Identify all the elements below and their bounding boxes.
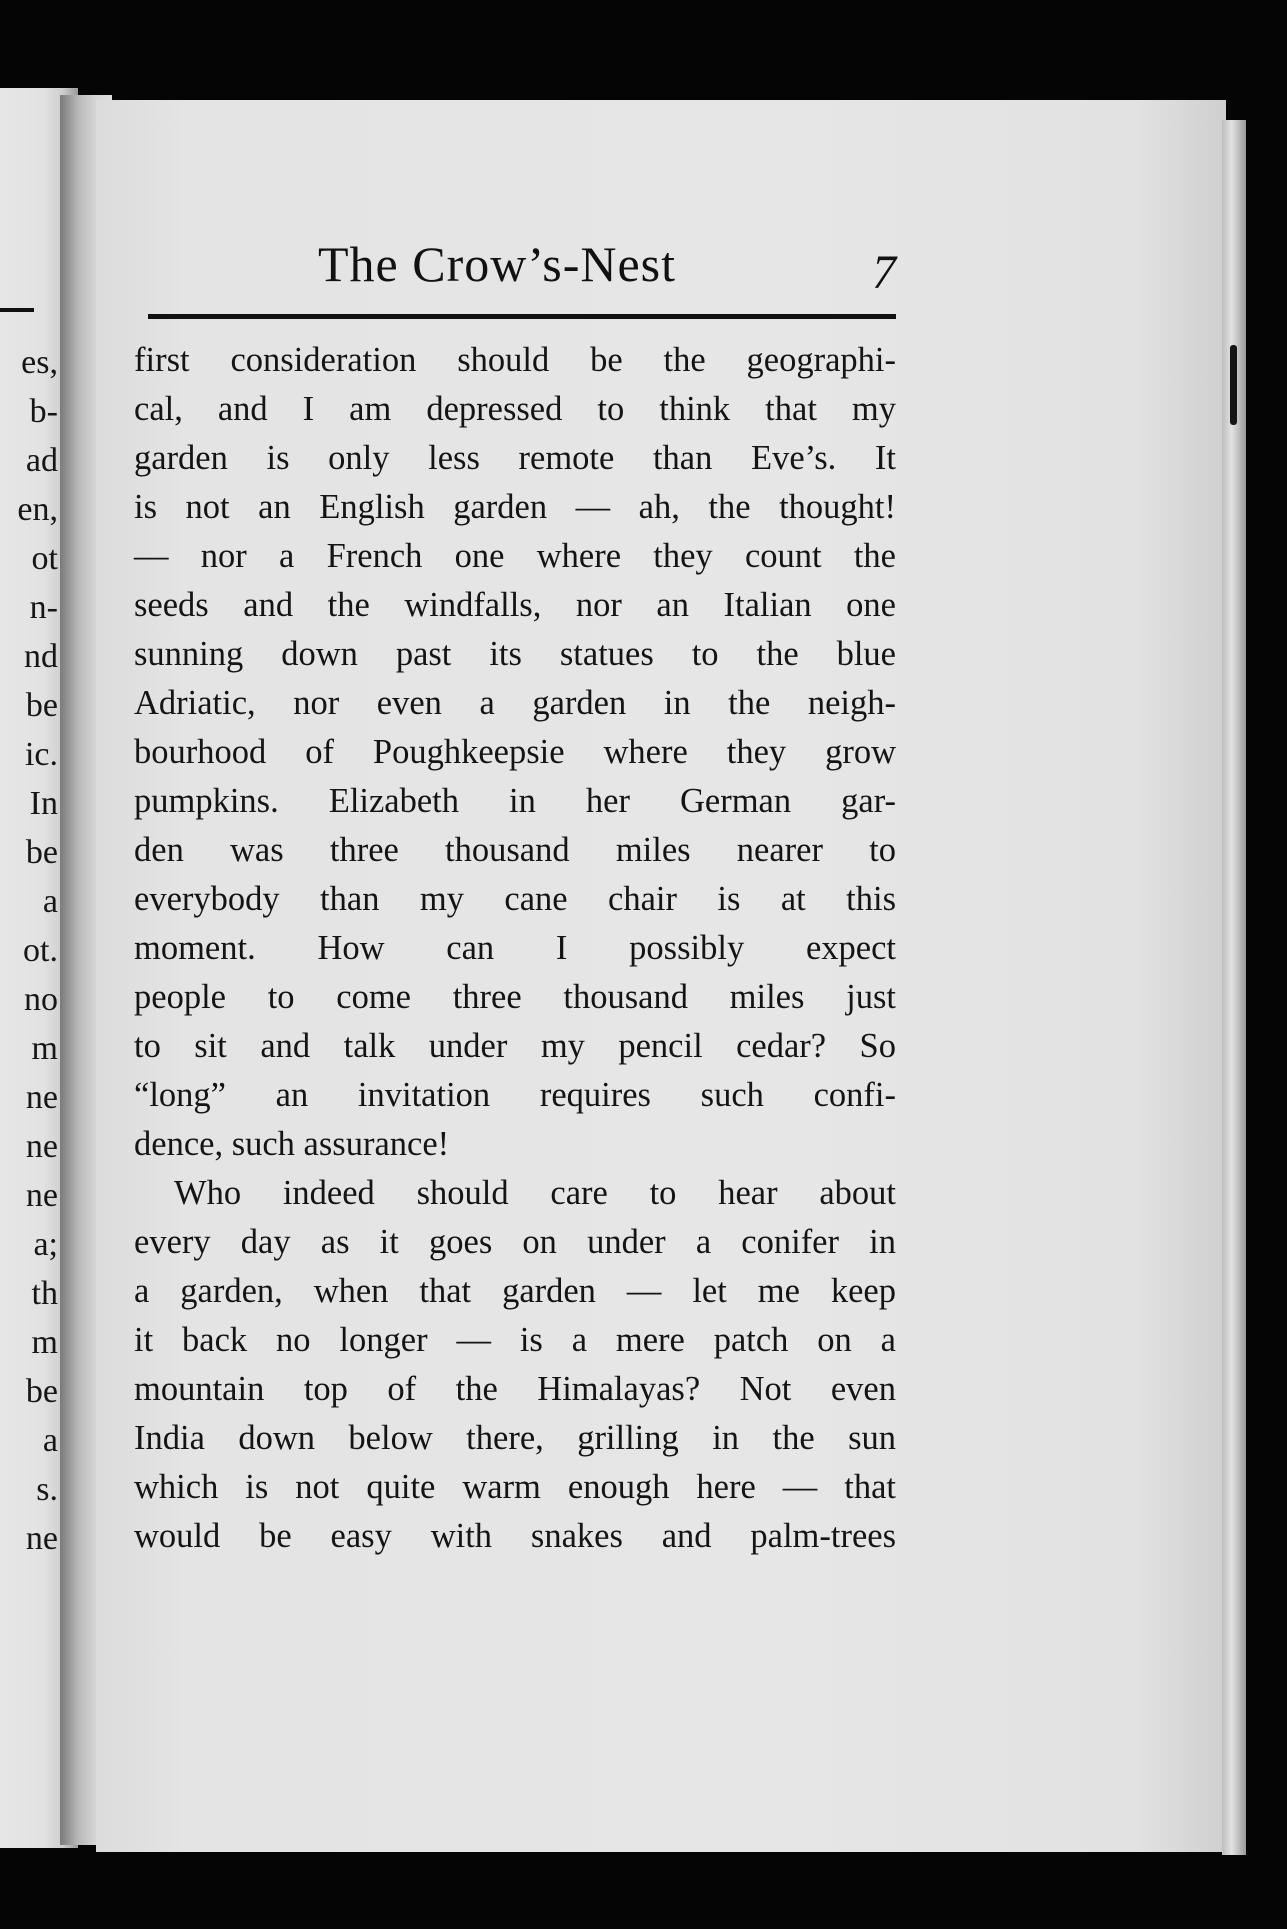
text-line: a garden, when that garden — let me keep	[134, 1272, 896, 1310]
previous-page-header-rule	[0, 308, 34, 312]
previous-page-line-end: a;	[33, 1226, 58, 1263]
previous-page-line-end: ic.	[24, 736, 58, 773]
text-line: to sit and talk under my pencil cedar? So	[134, 1027, 896, 1065]
text-line: — nor a French one where they count the	[134, 537, 896, 575]
previous-page-line-end: ot	[31, 540, 58, 577]
previous-page-line-end: ne	[25, 1079, 58, 1116]
page-header	[148, 235, 896, 305]
previous-page-line-end: ad	[25, 442, 58, 479]
previous-page-line-end: es,	[21, 344, 58, 381]
text-line: mountain top of the Himalayas? Not even	[134, 1370, 896, 1408]
previous-page-line-end: n-	[29, 589, 58, 626]
paragraph-first-line: Who indeed should care to hear about	[174, 1174, 896, 1212]
text-line: “long” an invitation requires such confi-	[134, 1076, 896, 1114]
previous-page-line-end: ne	[25, 1128, 58, 1165]
previous-page-line-end: no	[24, 981, 58, 1018]
text-line: would be easy with snakes and palm-trees	[134, 1517, 896, 1555]
page-number: 7	[872, 246, 896, 299]
text-line: garden is only less remote than Eve’s. It	[134, 439, 896, 477]
text-line: first consideration should be the geographi-	[134, 341, 896, 379]
text-line: every day as it goes on under a conifer in	[134, 1223, 896, 1261]
paragraph-last-line: dence, such assurance!	[134, 1125, 450, 1163]
previous-page-line-end: en,	[17, 491, 58, 528]
text-line: pumpkins. Elizabeth in her German gar-	[134, 782, 896, 820]
previous-page-line-end: be	[25, 834, 58, 871]
previous-page-line-end: In	[29, 785, 58, 822]
previous-page-line-end: be	[25, 687, 58, 724]
previous-page-line-end: m	[31, 1030, 58, 1067]
text-line: cal, and I am depressed to think that my	[134, 390, 896, 428]
previous-page-line-end: th	[31, 1275, 58, 1312]
previous-page-line-end: ot.	[23, 932, 58, 969]
text-line: seeds and the windfalls, nor an Italian one	[134, 586, 896, 624]
text-line: people to come three thousand miles just	[134, 978, 896, 1016]
text-line: bourhood of Poughkeepsie where they grow	[134, 733, 896, 771]
text-line: is not an English garden — ah, the thought!	[134, 488, 896, 526]
binding-mark	[1230, 345, 1237, 425]
text-line: everybody than my cane chair is at this	[134, 880, 896, 918]
text-line: it back no longer — is a mere patch on a	[134, 1321, 896, 1359]
text-line: sunning down past its statues to the blue	[134, 635, 896, 673]
text-line: which is not quite warm enough here — that	[134, 1468, 896, 1506]
running-title: The Crow’s-Nest	[318, 236, 676, 292]
previous-page-line-end: ne	[25, 1520, 58, 1557]
body-text	[134, 336, 896, 1561]
previous-page-line-end: b-	[29, 393, 58, 430]
text-line: India down below there, grilling in the sun	[134, 1419, 896, 1457]
text-line: moment. How can I possibly expect	[134, 929, 896, 967]
previous-page-line-end: ne	[25, 1177, 58, 1214]
text-line: Adriatic, nor even a garden in the neigh-	[134, 684, 896, 722]
text-line: den was three thousand miles nearer to	[134, 831, 896, 869]
previous-page-line-end: nd	[24, 638, 58, 675]
previous-page-line-end: a	[42, 883, 58, 920]
previous-page-line-end: a	[42, 1422, 58, 1459]
previous-page-line-end: m	[31, 1324, 58, 1361]
previous-page-line-end: s.	[36, 1471, 58, 1508]
header-rule	[148, 314, 896, 319]
previous-page-line-end: be	[25, 1373, 58, 1410]
